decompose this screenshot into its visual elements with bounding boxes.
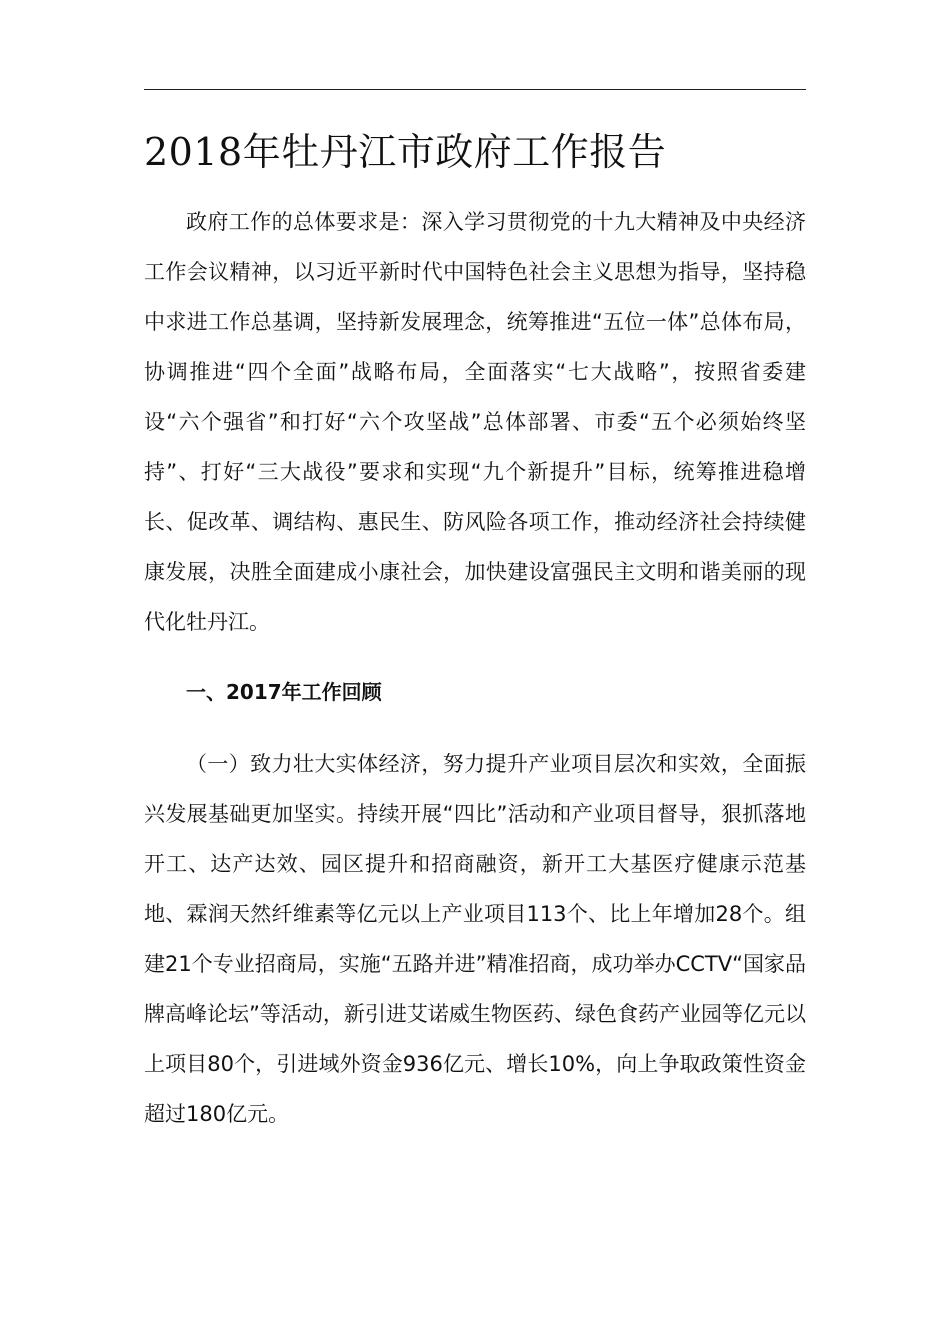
header-rule <box>144 89 806 90</box>
intro-paragraph: 政府工作的总体要求是：深入学习贯彻党的十九大精神及中央经济工作会议精神，以习近平新时代中国特色社会主义思想为指导，坚持稳中求进工作总基调，坚持新发展理念，统筹推进“五位一体”总体布局，协调推进“四个全面”战略布局，全面落实“七大战略”，按照省委建设“六个强省”和打好“六个攻坚战”总体部署、市委“五个必须始终坚持”、打好“三大战役”要求和实现“九个新提升”目标，统筹推进稳增长、促改革、调结构、惠民生、防风险各项工作，推动经济社会持续健康发展，决胜全面建成小康社会，加快建设富强民主文明和谐美丽的现代化牡丹江。 <box>144 210 806 634</box>
document-title: 2018年牡丹江市政府工作报告 <box>144 130 667 174</box>
review-paragraph: （一）致力壮大实体经济，努力提升产业项目层次和实效，全面振兴发展基础更加坚实。持续开展“四比”活动和产业项目督导，狠抓落地开工、达产达效、园区提升和招商融资，新开工大基医疗健康示范基地、霖润天然纤维素等亿元以上产业项目113个、比上年增加28个。组建21个专业招商局，实施“五路并进”精准招商，成功举办CCTV“国家品牌高峰论坛”等活动，新引进艾诺威生物医药、绿色食药产业园等亿元以上项目80个，引进域外资金936亿元、增长10%，向上争取政策性资金超过180亿元。 <box>144 752 806 1126</box>
section-heading: 一、2017年工作回顾 <box>186 680 382 704</box>
